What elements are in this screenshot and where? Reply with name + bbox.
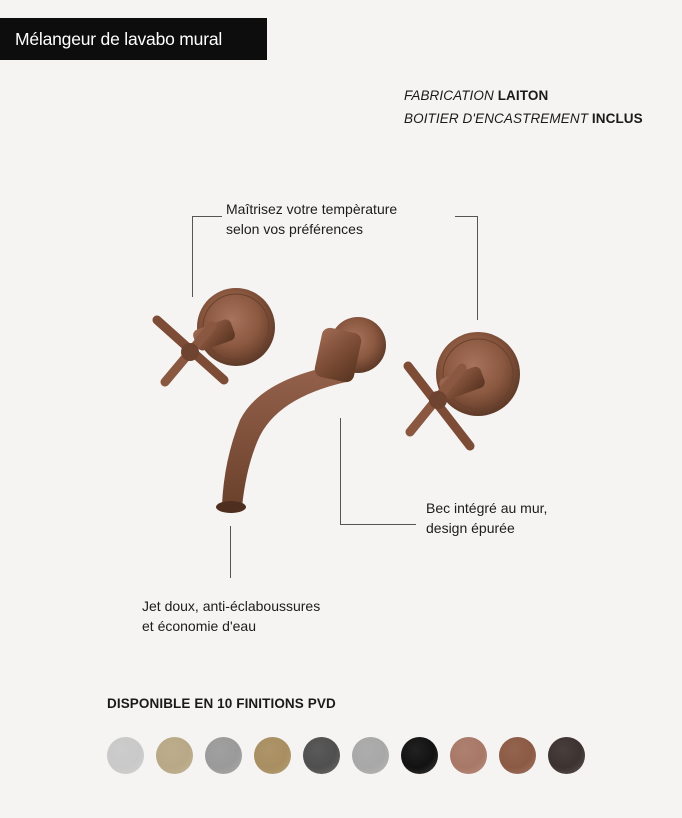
callout-temperature-line1: Maîtrisez votre tempèrature [226,201,398,217]
swatch-gold[interactable] [254,737,291,774]
swatch-chrome-light[interactable] [107,737,144,774]
callout-temperature [226,199,397,239]
swatch-brushed-nickel[interactable] [352,737,389,774]
callout-spout-line1: Bec intégré au mur, [426,500,548,516]
spec-material-value: LAITON [497,88,549,103]
swatch-gunmetal[interactable] [303,737,340,774]
jet-line-v [230,526,231,578]
left-handle [157,288,275,382]
spout-line-v [340,418,341,524]
callout-jet-line1: Jet doux, anti-éclaboussures [142,598,321,614]
callout-spout [426,498,547,538]
swatch-brushed-steel[interactable] [205,737,242,774]
temp-line-right-v [477,216,478,320]
swatch-black[interactable] [401,737,438,774]
swatch-brushed-copper[interactable] [499,737,536,774]
swatch-dark-bronze[interactable] [548,737,585,774]
callout-temperature-line2: selon vos préférences [226,221,363,237]
spec-housing-label: BOITIER D'ENCASTREMENT [404,111,592,126]
callout-jet-line2: et économie d'eau [142,618,256,634]
right-handle [408,332,520,446]
callout-spout-line2: design épurée [426,520,515,536]
spec-housing-value: INCLUS [591,111,643,126]
temp-line-right-h [455,216,477,217]
spec-material-label: FABRICATION [404,88,498,103]
finish-swatches [107,737,585,774]
temp-line-left-v [192,216,193,297]
spout-line-h [340,524,416,525]
finishes-title: DISPONIBLE EN 10 FINITIONS PVD [107,696,336,711]
swatch-rose-gold[interactable] [450,737,487,774]
temp-line-left-h [192,216,222,217]
page-title: Mélangeur de lavabo mural [0,18,267,60]
swatch-brushed-gold[interactable] [156,737,193,774]
callout-jet [142,596,320,636]
